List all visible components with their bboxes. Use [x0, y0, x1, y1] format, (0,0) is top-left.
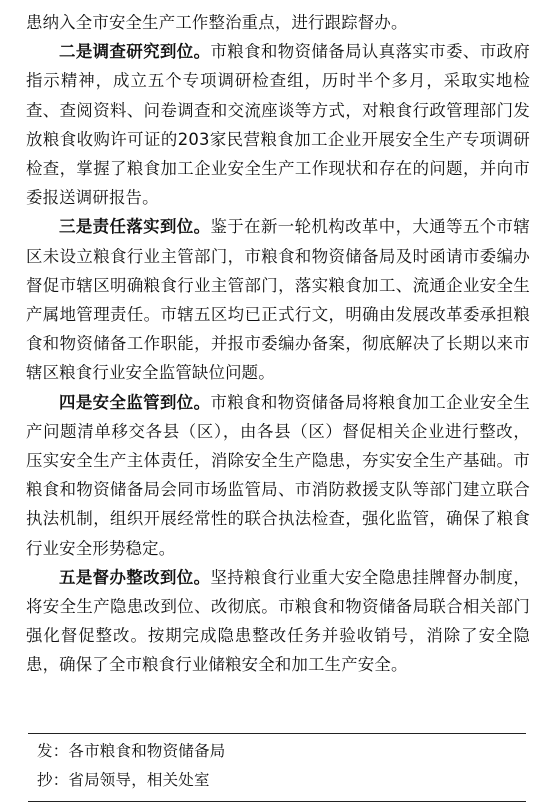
footer-bottom-rule [28, 801, 526, 802]
paragraph-3-text: 鉴于在新一轮机构改革中，大通等五个市辖区未设立粮食行业主管部门，市粮食和物资储备局及时函请市委编办督促市辖区明确粮食行业主管部门，落实粮食加工、流通企业安全生产属地管理责任。市辖五区均已正式行文，明确由发展改革委承担粮食和物资储备工作职能，并报市委编办备案，彻底解决了长期以来市辖区粮食行业安全监管缺位问题。 [26, 217, 530, 383]
paragraph-4-lead: 四是安全监管到位。 [59, 392, 211, 412]
paragraph-3-lead: 三是责任落实到位。 [59, 217, 211, 237]
paragraph-2 [26, 37, 530, 212]
paragraph-1-text: 患纳入全市安全生产工作整治重点，进行跟踪督办。 [26, 13, 408, 32]
paragraph-3 [26, 212, 530, 387]
document-body [26, 8, 530, 680]
paragraph-5 [26, 563, 530, 680]
paragraph-5-text: 坚持粮食行业重大安全隐患挂牌督办制度，将安全生产隐患改到位、改彻底。市粮食和物资储备局联合相关部门强化督促整改。按期完成隐患整改任务并验收销号，消除了安全隐患，确保了全市粮食行业储粮安全和加工生产安全。 [26, 567, 530, 675]
paragraph-1 [26, 8, 530, 37]
paragraph-4 [26, 388, 530, 563]
paragraph-2-text: 市粮食和物资储备局认真落实市委、市政府指示精神，成立五个专项调研检查组，历时半个多月，采取实地检查、查阅资料、问卷调查和交流座谈等方式，对粮食行政管理部门发放粮食收购许可证的203家民营粮食加工企业开展安全生产专项调研检查，掌握了粮食加工企业安全生产工作现状和存在的问题，并向市委报送调研报告。 [26, 42, 530, 208]
paragraph-4-text: 市粮食和物资储备局将粮食加工企业安全生产问题清单移交各县（区），由各县（区）督促相关企业进行整改，压实安全生产主体责任，消除安全生产隐患，夯实安全生产基础。市粮食和物资储备局会同市场监管局、市消防救援支队等部门建立联合执法机制，组织开展经常性的联合执法检查，强化监管，确保了粮食行业安全形势稳定。 [26, 392, 530, 558]
distribution-send-line: 发：各市粮食和物资储备局 [37, 742, 226, 760]
distribution-copy-line: 抄：省局领导，相关处室 [37, 771, 210, 789]
paragraph-2-lead: 二是调查研究到位。 [59, 42, 211, 62]
paragraph-5-lead: 五是督办整改到位。 [59, 567, 211, 587]
footer-top-rule [28, 733, 526, 734]
